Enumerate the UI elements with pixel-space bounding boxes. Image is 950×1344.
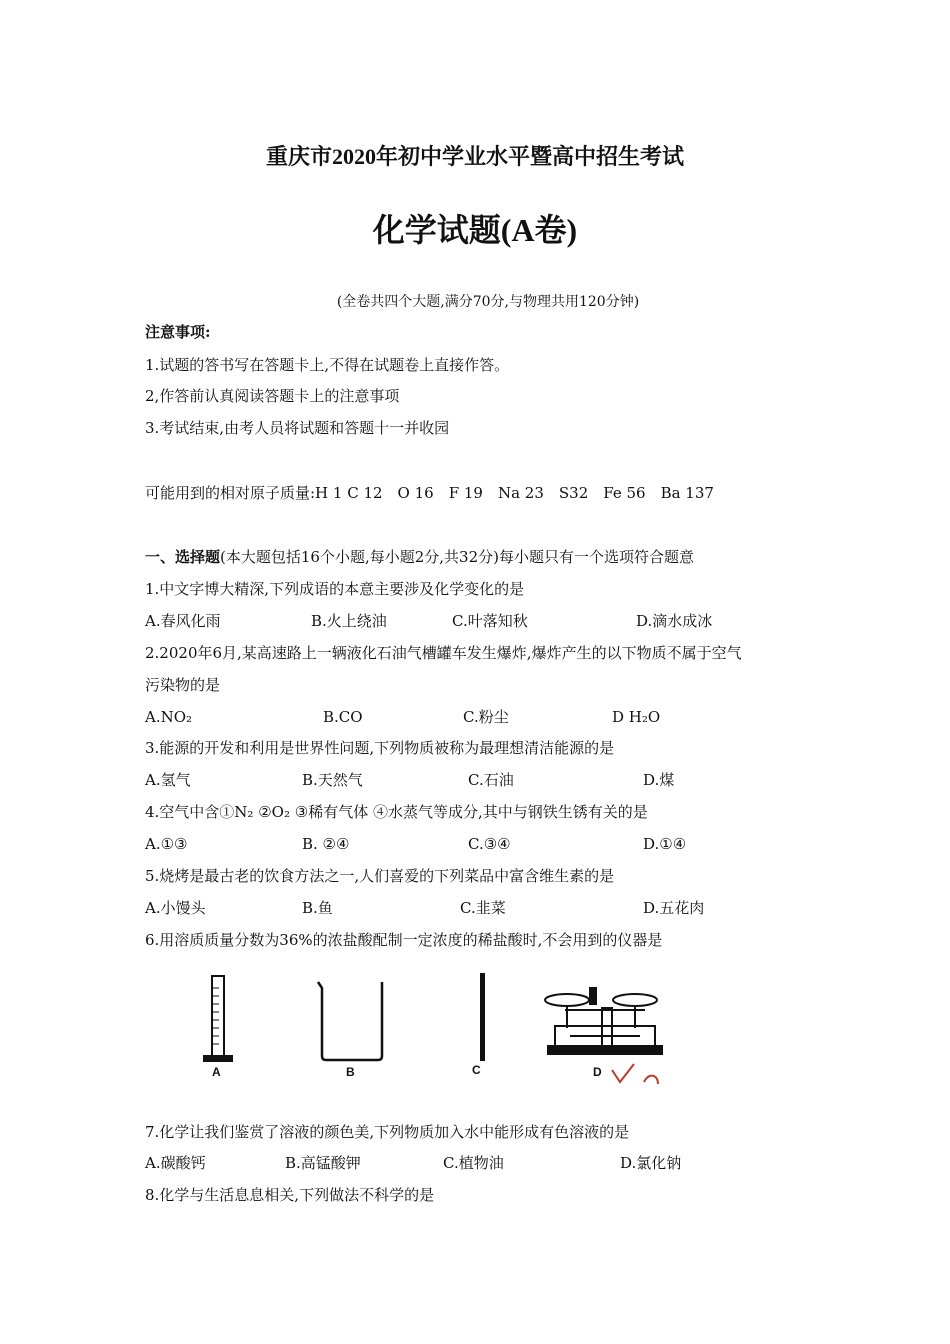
option-b: B.CO [323, 708, 363, 726]
beaker-icon [318, 982, 382, 1060]
option-b: B. ②④ [302, 835, 350, 853]
glass-rod-icon [480, 973, 485, 1061]
option-a: A.NO₂ [145, 708, 193, 726]
section-heading [145, 547, 694, 567]
option-c: C.韭菜 [460, 899, 506, 917]
option-b: B.鱼 [302, 899, 333, 917]
figure-label-b: B [346, 1065, 355, 1079]
question-stem: 8.化学与生活息息相关,下列做法不科学的是 [145, 1186, 435, 1204]
option-d: D.氯化钠 [620, 1154, 682, 1172]
notice-item: 3.考试结束,由考人员将试题和答题十一并收园 [145, 419, 450, 437]
question-stem: 5.烧烤是最古老的饮食方法之一,人们喜爱的下列菜品中富含维生素的是 [145, 867, 615, 885]
option-d: D.①④ [643, 835, 687, 853]
atomic-masses: 可能用到的相对原子质量:H 1 C 12 O 16 F 19 Na 23 S32 Fe 56 Ba 137 [145, 484, 714, 502]
question-stem: 1.中文字博大精深,下列成语的本意主要涉及化学变化的是 [145, 580, 525, 598]
option-c: C.植物油 [443, 1154, 504, 1172]
option-a: A.氢气 [145, 771, 191, 789]
option-b: B.火上绕油 [311, 612, 387, 630]
section-title: 一、选择题 [145, 548, 221, 566]
question-stem: 4.空气中含①N₂ ②O₂ ③稀有气体 ④水蒸气等成分,其中与钢铁生锈有关的是 [145, 803, 648, 821]
option-b: B.高锰酸钾 [285, 1154, 361, 1172]
paper-subtitle: 化学试题(A卷) [372, 212, 578, 248]
graduated-cylinder-icon [204, 976, 232, 1061]
check-mark-icon [612, 1064, 658, 1084]
option-d: D.煤 [643, 771, 675, 789]
question-stem: 2.2020年6月,某高速路上一辆液化石油气槽罐车发生爆炸,爆炸产生的以下物质不属于空气 [145, 644, 742, 662]
option-a: A.小馒头 [145, 899, 206, 917]
option-a: A.春风化雨 [145, 612, 221, 630]
lab-equipment-figure [150, 968, 670, 1088]
figure-drawing [150, 968, 670, 1088]
notice-item: 2,作答前认真阅读答题卡上的注意事项 [145, 387, 400, 405]
option-c: C.石油 [468, 771, 514, 789]
option-b: B.天然气 [302, 771, 363, 789]
option-c: C.叶落知秋 [452, 612, 528, 630]
option-c: C.粉尘 [463, 708, 509, 726]
figure-label-d: D [593, 1065, 602, 1079]
option-d: D.滴水成冰 [636, 612, 713, 630]
question-stem: 7.化学让我们鉴赏了溶液的颜色美,下列物质加入水中能形成有色溶液的是 [145, 1123, 630, 1141]
figure-label-c: C [472, 1063, 481, 1077]
option-a: A.碳酸钙 [145, 1154, 206, 1172]
option-a: A.①③ [145, 835, 188, 853]
question-stem: 3.能源的开发和利用是世界性问题,下列物质被称为最理想清洁能源的是 [145, 739, 615, 757]
option-d: D H₂O [612, 708, 661, 726]
exam-note: (全卷共四个大题,满分70分,与物理共用120分钟) [336, 294, 640, 310]
figure-label-a: A [212, 1065, 221, 1079]
section-desc: (本大题包括16个小题,每小题2分,共32分)每小题只有一个选项符合题意 [220, 548, 694, 566]
option-d: D.五花肉 [643, 899, 705, 917]
question-stem-cont: 污染物的是 [145, 676, 221, 694]
notice-heading: 注意事项: [145, 323, 211, 341]
option-c: C.③④ [468, 835, 511, 853]
notice-item: 1.试题的答书写在答题卡上,不得在试题卷上直接作答。 [145, 356, 510, 374]
question-stem: 6.用溶质质量分数为36%的浓盐酸配制一定浓度的稀盐酸时,不会用到的仪器是 [145, 931, 663, 949]
balance-scale-icon [545, 988, 662, 1054]
exam-title: 重庆市2020年初中学业水平暨高中招生考试 [265, 144, 684, 169]
